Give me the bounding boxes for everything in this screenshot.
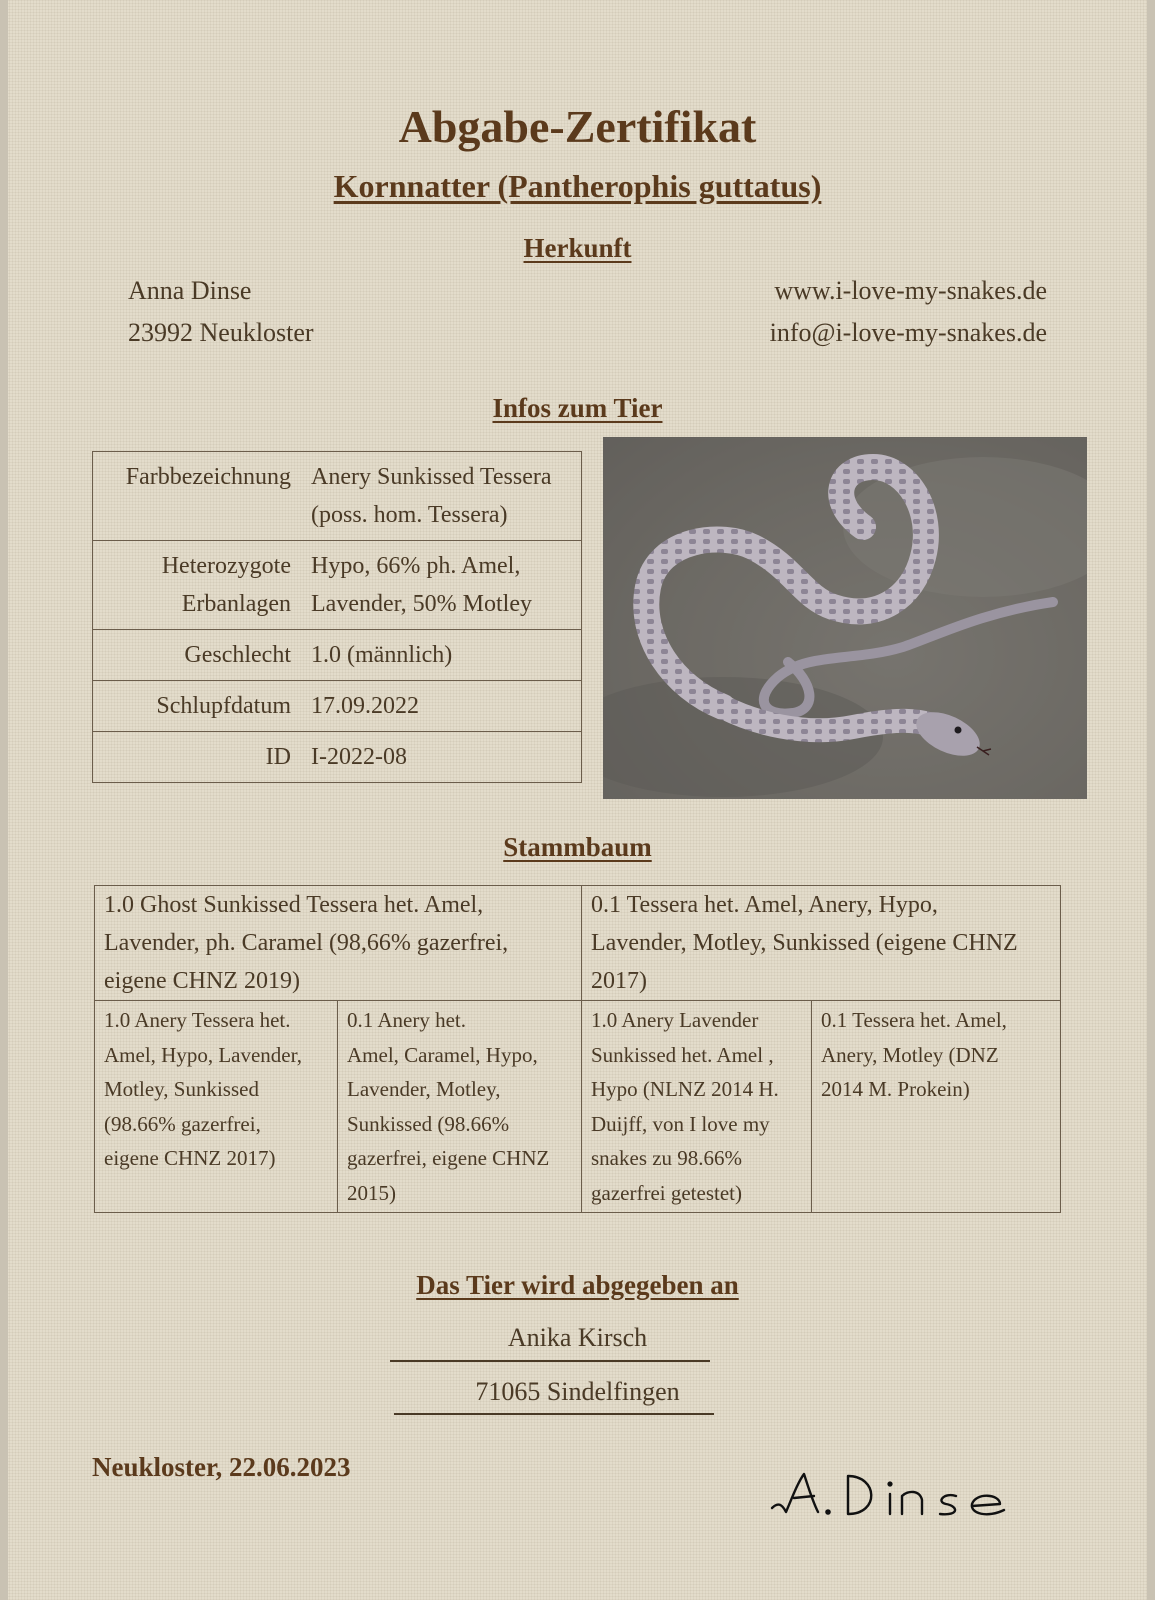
snake-illustration bbox=[603, 437, 1087, 799]
animal-info-table bbox=[92, 451, 582, 783]
info-value: 17.09.2022 bbox=[299, 681, 582, 732]
recipient-heading: Das Tier wird abgegeben an bbox=[416, 1270, 739, 1300]
mother-cell: 0.1 Tessera het. Amel, Anery, Hypo, Lavender, Motley, Sunkissed (eigene CHNZ 2017) bbox=[582, 886, 1061, 1001]
signature bbox=[768, 1468, 1028, 1533]
table-row bbox=[93, 452, 582, 541]
snake-photo bbox=[603, 437, 1087, 799]
info-label: Schlupfdatum bbox=[93, 681, 300, 732]
info-label: ID bbox=[93, 732, 300, 783]
recipient-name-line bbox=[390, 1360, 710, 1362]
origin-heading: Herkunft bbox=[523, 233, 632, 263]
info-label: Heterozygote Erbanlagen bbox=[93, 541, 300, 630]
recipient-name: Anika Kirsch bbox=[507, 1323, 648, 1352]
info-value: Hypo, 66% ph. Amel, Lavender, 50% Motley bbox=[299, 541, 582, 630]
table-row bbox=[95, 886, 1061, 1001]
origin-contact bbox=[770, 270, 1047, 354]
breeder-name: Anna Dinse bbox=[128, 276, 252, 305]
recipient-city-line bbox=[394, 1413, 714, 1415]
recipient-city: 71065 Sindelfingen bbox=[475, 1377, 680, 1406]
signature-graphic bbox=[768, 1468, 1028, 1528]
info-value: 1.0 (männlich) bbox=[299, 630, 582, 681]
table-row bbox=[93, 681, 582, 732]
table-row bbox=[93, 541, 582, 630]
table-row bbox=[93, 732, 582, 783]
snake-eye bbox=[955, 727, 962, 734]
info-value: Anery Sunkissed Tessera (poss. hom. Tessera) bbox=[299, 452, 582, 541]
breeder-website: www.i-love-my-snakes.de bbox=[774, 276, 1047, 305]
maternal-grandfather-cell: 1.0 Anery Lavender Sunkissed het. Amel , Hypo (NLNZ 2014 H. Duijff, von I love my snakes zu 98.66% gazerfrei getestet) bbox=[582, 1001, 812, 1213]
info-label: Farbbezeichnung bbox=[93, 452, 300, 541]
paternal-grandfather-cell: 1.0 Anery Tessera het. Amel, Hypo, Lavender, Motley, Sunkissed (98.66% gazerfrei, eigene CHNZ 2017) bbox=[95, 1001, 338, 1213]
pedigree-table bbox=[94, 885, 1061, 1213]
table-row bbox=[93, 630, 582, 681]
origin-address bbox=[128, 270, 314, 354]
breeder-city: 23992 Neukloster bbox=[128, 318, 314, 347]
animal-info-heading: Infos zum Tier bbox=[492, 393, 663, 423]
breeder-email: info@i-love-my-snakes.de bbox=[769, 318, 1047, 347]
paternal-grandmother-cell: 0.1 Anery het. Amel, Caramel, Hypo, Lavender, Motley, Sunkissed (98.66% gazerfrei, eigene CHNZ 2015) bbox=[338, 1001, 582, 1213]
place-date: Neukloster, 22.06.2023 bbox=[92, 1452, 351, 1482]
info-label: Geschlecht bbox=[93, 630, 300, 681]
father-cell: 1.0 Ghost Sunkissed Tessera het. Amel, Lavender, ph. Caramel (98,66% gazerfrei, eigene CHNZ 2019) bbox=[95, 886, 582, 1001]
info-value: I-2022-08 bbox=[299, 732, 582, 783]
table-row bbox=[95, 1001, 1061, 1213]
maternal-grandmother-cell: 0.1 Tessera het. Amel, Anery, Motley (DNZ 2014 M. Prokein) bbox=[812, 1001, 1061, 1213]
pedigree-heading: Stammbaum bbox=[503, 832, 652, 862]
certificate-title: Abgabe-Zertifikat bbox=[398, 101, 757, 152]
species-subtitle: Kornnatter (Pantherophis guttatus) bbox=[333, 168, 822, 204]
